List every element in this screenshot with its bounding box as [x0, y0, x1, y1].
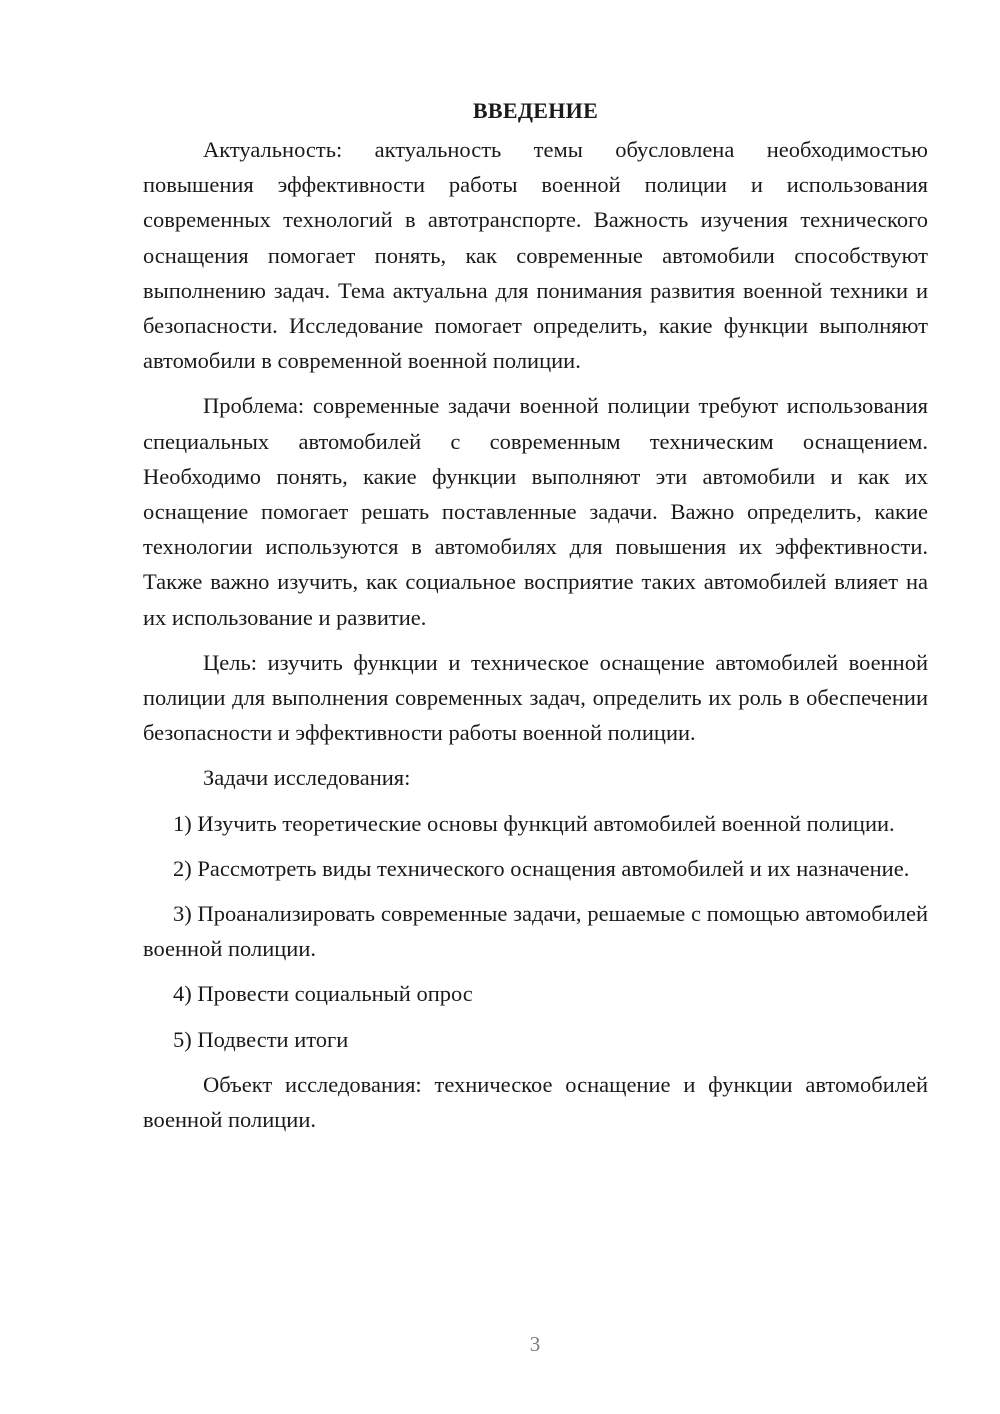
task-item-4: 4) Провести социальный опрос [173, 981, 473, 1007]
task-item-3: 3) Проанализировать современные задачи, решаемые с помощью автомобилей военной полиции. [143, 901, 928, 962]
task-item-5: 5) Подвести итоги [173, 1026, 349, 1052]
object-paragraph: Объект исследования: техническое оснащение и функции автомобилей военной полиции. [143, 1071, 928, 1133]
relevance-paragraph: Актуальность: актуальность темы обусловлена необходимостью повышения эффективности работы военной полиции и использования современных технологий в автотранспорте. Важность изучения технического оснащения помогает понять, как современные автомобили способствуют выполнению задач. Тема актуальна для понимания развития военной техники и безопасности. Исследование помогает определить, какие функции выполняют автомобили в современной военной полиции. [143, 137, 928, 374]
goal-paragraph: Цель: изучить функции и техническое оснащение автомобилей военной полиции для выполнения современных задач, определить их роль в обеспечении безопасности и эффективности работы военной полиции. [143, 649, 928, 746]
page-title: ВВЕДЕНИЕ [472, 98, 599, 123]
page-number: 3 [529, 1332, 541, 1356]
document-page [143, 96, 928, 1137]
problem-paragraph: Проблема: современные задачи военной полиции требуют использования специальных автомобилей с современным техническим оснащением. Необходимо понять, какие функции выполняют эти автомобили и как их оснащение помогает решать поставленные задачи. Важно определить, какие технологии используются в автомобилях для повышения их эффективности. Также важно изучить, как социальное восприятие таких автомобилей влияет на их использование и развитие. [143, 393, 928, 630]
tasks-heading: Задачи исследования: [203, 765, 411, 791]
task-item-1: 1) Изучить теоретические основы функций автомобилей военной полиции. [173, 810, 895, 836]
task-item-2: 2) Рассмотреть виды технического оснащения автомобилей и их назначение. [173, 855, 910, 881]
